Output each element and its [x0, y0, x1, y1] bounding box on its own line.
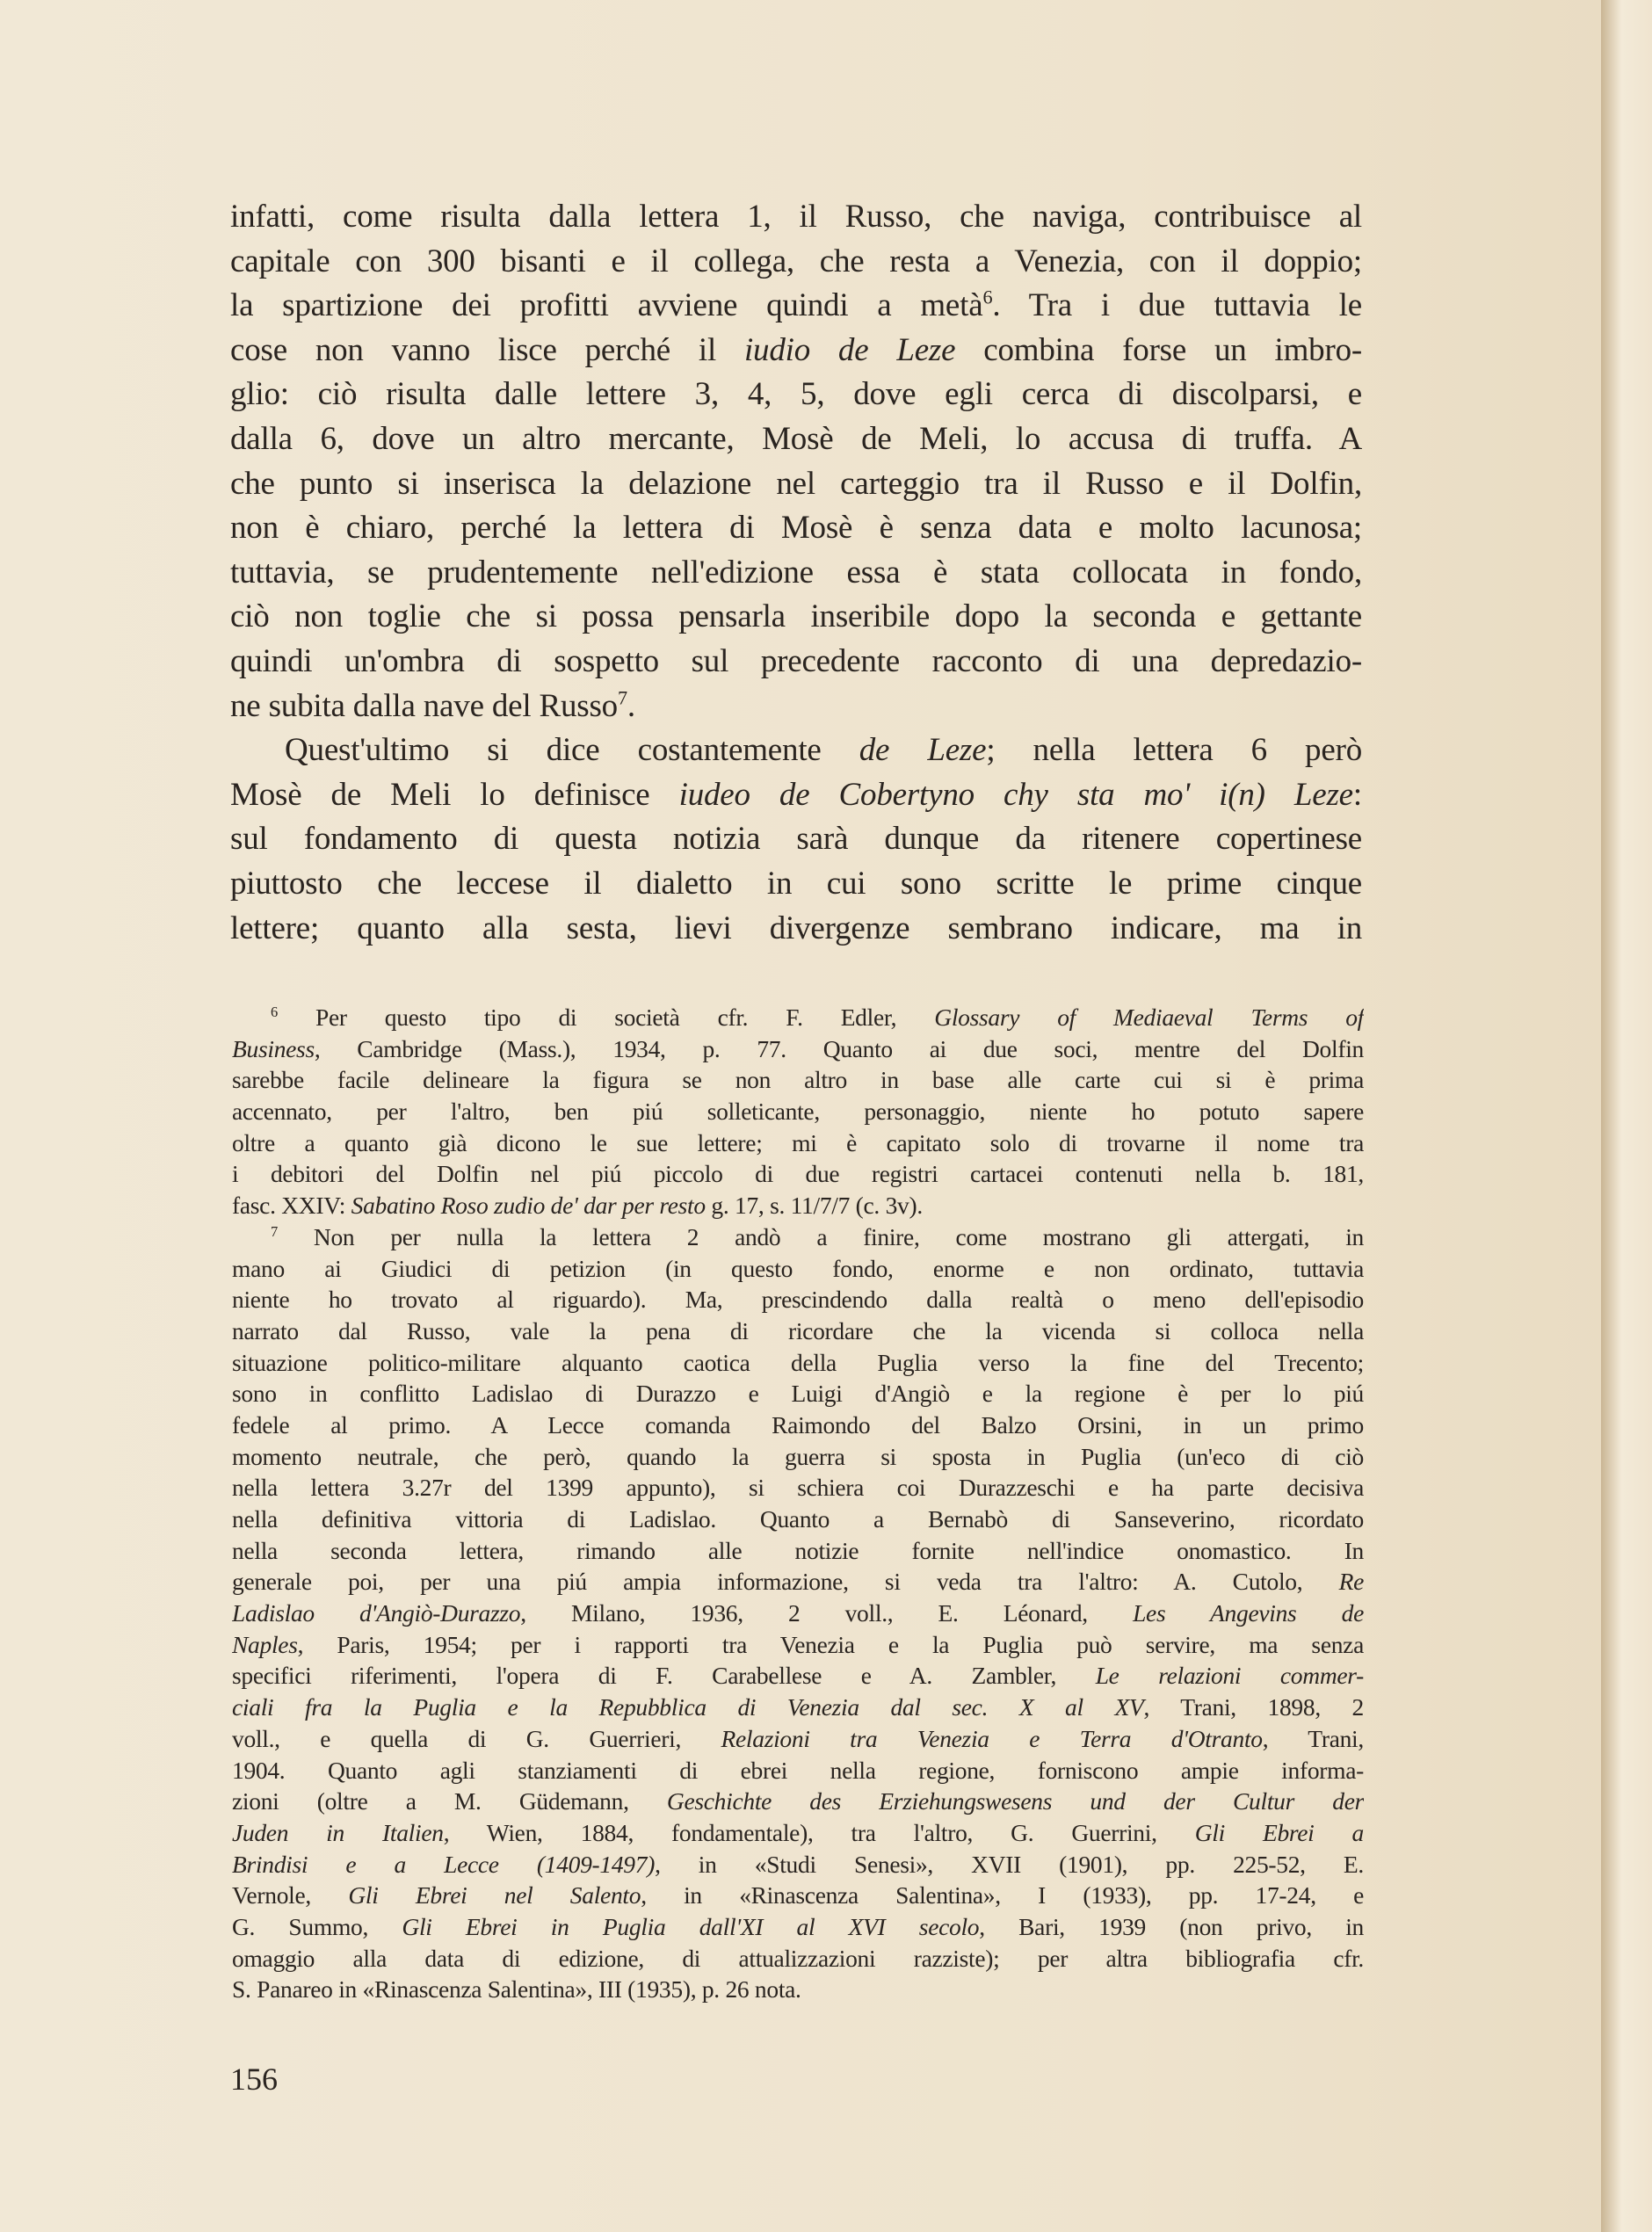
footnote-line	[232, 1158, 1364, 1190]
text-segment: Quest'ultimo si dice costantemente	[285, 732, 859, 769]
italic-text: Gli Ebrei in Puglia dall'XI al XVI secolo	[402, 1912, 980, 1940]
text-segment: S. Panareo in «Rinascenza Salentina», III (1935), p. 26 nota.	[232, 1975, 801, 2004]
italic-text: Business	[232, 1034, 315, 1062]
text-line	[230, 595, 1362, 640]
text-segment: Vernole,	[232, 1881, 349, 1910]
italic-text: Re	[1338, 1568, 1364, 1596]
text-segment: che punto si inserisca la delazione nel carteggio tra il Russo e il Dolfin,	[230, 465, 1362, 502]
text-segment: :	[1352, 776, 1362, 813]
text-segment: fedele al primo. A Lecce comanda Raimondo del Balzo Orsini, in un primo	[232, 1410, 1364, 1438]
italic-text: de Leze	[859, 732, 987, 769]
text-segment: infatti, come risulta dalla lettera 1, il Russo, che naviga, contribuisce al	[230, 199, 1362, 235]
text-segment: lettere; quanto alla sesta, lievi divergenze sembrano indicare, ma in	[230, 909, 1362, 946]
text-segment: ne subita dalla nave del Russo	[230, 687, 618, 724]
italic-text: Geschichte des Erziehungswesens und der Cultur der	[666, 1787, 1364, 1815]
footnote-line	[232, 1911, 1364, 1943]
text-segment: Non per nulla la lettera 2 andò a finire, come mostrano gli attergati, in	[277, 1222, 1364, 1250]
text-line	[230, 506, 1362, 551]
text-segment: 1904. Quanto agli stanziamenti di ebrei nella regione, forniscono ampie informa-	[232, 1756, 1364, 1784]
text-segment: piuttosto che leccese il dialetto in cui sono scritte le prime cinque	[230, 865, 1362, 902]
text-segment: , Wien, 1884, fondamentale), tra l'altro, G. Guerrini,	[443, 1818, 1195, 1846]
footnote-line	[232, 1096, 1364, 1127]
text-segment: nella definitiva vittoria di Ladislao. Quanto a Bernabò di Sanseverino, ricordato	[232, 1505, 1364, 1533]
footnote-line	[232, 1566, 1364, 1598]
footnote-line	[232, 1723, 1364, 1755]
text-line	[230, 240, 1362, 285]
italic-text: Gli Ebrei nel Salento	[348, 1881, 641, 1910]
text-line	[230, 417, 1362, 462]
text-segment: G. Summo,	[232, 1912, 402, 1940]
page-edge	[1601, 0, 1652, 2232]
text-segment: capitale con 300 bisanti e il collega, che resta a Venezia, con il doppio;	[230, 243, 1362, 279]
footnote-ref: 6	[982, 286, 993, 308]
text-line	[230, 373, 1362, 417]
text-segment: tuttavia, se prudentemente nell'edizione essa è stata collocata in fondo,	[230, 554, 1362, 591]
text-segment: g. 17, s. 11/7/7 (c. 3v).	[705, 1192, 923, 1220]
text-line	[230, 685, 1362, 729]
page-number: 156	[230, 2062, 278, 2097]
text-segment: i debitori del Dolfin nel piú piccolo di due registri cartacei contenuti nella b. 181,	[232, 1160, 1364, 1188]
text-segment: sul fondamento di questa notizia sarà dunque da ritenere copertinese	[230, 821, 1362, 858]
text-line	[230, 329, 1362, 373]
text-segment: situazione politico-militare alquanto caotica della Puglia verso la fine del Trecento;	[232, 1348, 1364, 1376]
text-segment: , Trani,	[1262, 1724, 1364, 1752]
footnote-line	[232, 1598, 1364, 1629]
italic-text: iudeo de Cobertyno chy sta mo' i(n) Leze	[678, 776, 1353, 813]
text-segment: , in «Rinascenza Salentina», I (1933), pp. 17-24, e	[641, 1881, 1364, 1910]
footnote-line	[232, 1817, 1364, 1849]
footnote-line	[232, 1064, 1364, 1096]
text-segment: , in «Studi Senesi», XVII (1901), pp. 225-52, E.	[655, 1850, 1364, 1878]
italic-text: Juden in Italien	[232, 1818, 444, 1846]
main-text	[230, 195, 1362, 951]
text-segment: voll., e quella di G. Guerrieri,	[232, 1724, 721, 1752]
footnote-ref: 7	[617, 686, 627, 709]
footnote-line	[232, 1441, 1364, 1473]
footnote-line	[232, 1190, 1364, 1221]
text-line	[230, 640, 1362, 685]
text-segment: , Trani, 1898, 2	[1143, 1693, 1364, 1721]
footnote-line	[232, 1378, 1364, 1409]
text-segment: . Tra i due tuttavia le	[992, 287, 1362, 324]
footnote-line	[232, 1880, 1364, 1911]
footnote-line	[232, 1660, 1364, 1692]
text-segment: non è chiaro, perché la lettera di Mosè è senza data e molto lacunosa;	[230, 510, 1362, 547]
footnote-line	[232, 1409, 1364, 1441]
text-segment: glio: ciò risulta dalle lettere 3, 4, 5, dove egli cerca di discolparsi, e	[230, 376, 1362, 413]
italic-text: Le relazioni commer-	[1095, 1662, 1364, 1690]
text-segment: fasc. XXIV:	[232, 1192, 351, 1220]
footnote-ref: 7	[271, 1222, 278, 1240]
text-segment: la spartizione dei profitti avviene quindi a metà	[230, 287, 983, 324]
text-segment: sarebbe facile delineare la figura se non altro in base alle carte cui si è prima	[232, 1066, 1364, 1094]
text-segment: momento neutrale, che però, quando la guerra si sposta in Puglia (un'eco di ciò	[232, 1442, 1364, 1470]
footnote-line	[232, 1755, 1364, 1786]
text-segment: Per questo tipo di società cfr. F. Edler,	[277, 1004, 935, 1031]
text-segment: generale poi, per una piú ampia informazione, si veda tra l'altro: A. Cutolo,	[232, 1568, 1339, 1596]
text-segment: ; nella lettera 6 però	[986, 732, 1362, 769]
text-segment: , Milano, 1936, 2 voll., E. Léonard,	[520, 1599, 1134, 1627]
text-line	[230, 773, 1362, 818]
text-segment: accennato, per l'altro, ben piú solleticante, personaggio, niente ho potuto sapere	[232, 1098, 1364, 1126]
footnote-line	[232, 1127, 1364, 1159]
footnote-line	[232, 1629, 1364, 1661]
footnote-line	[232, 1692, 1364, 1723]
text-segment: , Cambridge (Mass.), 1934, p. 77. Quanto ai due soci, mentre del Dolfin	[314, 1034, 1364, 1062]
footnote-line	[232, 1315, 1364, 1347]
footnote-line	[232, 1943, 1364, 1975]
text-segment: combina forse un imbro-	[955, 331, 1362, 368]
italic-text: Glossary of Mediaeval Terms of	[934, 1004, 1364, 1031]
text-segment: narrato dal Russo, vale la pena di ricordare che la vicenda si colloca nella	[232, 1316, 1364, 1344]
italic-text: iudio de Leze	[743, 331, 956, 368]
italic-text: Naples	[232, 1630, 298, 1658]
footnote-line	[232, 1535, 1364, 1567]
text-segment: sono in conflitto Ladislao di Durazzo e Luigi d'Angiò e la regione è per lo piú	[232, 1380, 1364, 1408]
italic-text: Relazioni tra Venezia e Terra d'Otranto	[721, 1724, 1263, 1752]
text-segment: quindi un'ombra di sospetto sul precedente racconto di una depredazio-	[230, 642, 1362, 679]
footnote-line	[232, 1849, 1364, 1881]
footnote-line	[232, 1472, 1364, 1504]
footnote-line	[232, 1347, 1364, 1379]
text-segment: .	[627, 687, 635, 724]
text-line	[230, 817, 1362, 862]
text-segment: dalla 6, dove un altro mercante, Mosè de Meli, lo accusa di truffa. A	[230, 420, 1362, 457]
text-segment: cose non vanno lisce perché il	[230, 331, 744, 368]
text-segment: nella lettera 3.27r del 1399 appunto), si schiera coi Durazzeschi e ha parte decisiva	[232, 1474, 1364, 1502]
footnote-line	[232, 1786, 1364, 1817]
italic-text: ciali fra la Puglia e la Repubblica di Venezia dal sec. X al XV	[232, 1693, 1144, 1721]
text-line	[230, 862, 1362, 907]
text-segment: oltre a quanto già dicono le sue lettere; mi è capitato solo di trovarne il nome tra	[232, 1128, 1364, 1156]
footnote-line	[232, 1504, 1364, 1535]
text-line	[230, 195, 1362, 240]
italic-text: Brindisi e a Lecce (1409-1497)	[232, 1850, 656, 1878]
text-segment: , Bari, 1939 (non privo, in	[979, 1912, 1364, 1940]
italic-text: Les Angevins de	[1133, 1599, 1364, 1627]
text-segment: specifici riferimenti, l'opera di F. Carabellese e A. Zambler,	[232, 1662, 1096, 1690]
text-segment: zioni (oltre a M. Güdemann,	[232, 1787, 667, 1815]
text-segment: nella seconda lettera, rimando alle notizie fornite nell'indice onomastico. In	[232, 1536, 1364, 1564]
footnote-line	[232, 1974, 1364, 2005]
text-segment: ciò non toglie che si possa pensarla inseribile dopo la seconda e gettante	[230, 598, 1362, 635]
text-segment: omaggio alla data di edizione, di attualizzazioni razziste); per altra bibliografia cfr.	[232, 1944, 1364, 1972]
text-line	[230, 728, 1362, 773]
footnote-line	[232, 1002, 1364, 1033]
footnote-line	[232, 1253, 1364, 1285]
text-line	[230, 551, 1362, 596]
text-line	[230, 907, 1362, 952]
italic-text: Gli Ebrei a	[1194, 1818, 1364, 1846]
italic-text: Ladislao d'Angiò-Durazzo	[232, 1599, 521, 1627]
footnotes	[232, 1002, 1364, 2005]
text-line	[230, 462, 1362, 507]
footnote-line	[232, 1033, 1364, 1065]
text-segment: mano ai Giudici di petizion (in questo fondo, enorme e non ordinato, tuttavia	[232, 1254, 1364, 1282]
italic-text: Sabatino Roso zudio de' dar per resto	[351, 1192, 706, 1220]
footnote-line	[232, 1284, 1364, 1315]
footnote-ref: 6	[271, 1004, 278, 1021]
footnote-line	[232, 1221, 1364, 1253]
text-line	[230, 284, 1362, 329]
text-segment: Mosè de Meli lo definisce	[230, 776, 679, 813]
text-segment: , Paris, 1954; per i rapporti tra Venezia e la Puglia può servire, ma senza	[297, 1630, 1364, 1658]
text-segment: niente ho trovato al riguardo). Ma, prescindendo dalla realtà o meno dell'episodio	[232, 1286, 1364, 1314]
